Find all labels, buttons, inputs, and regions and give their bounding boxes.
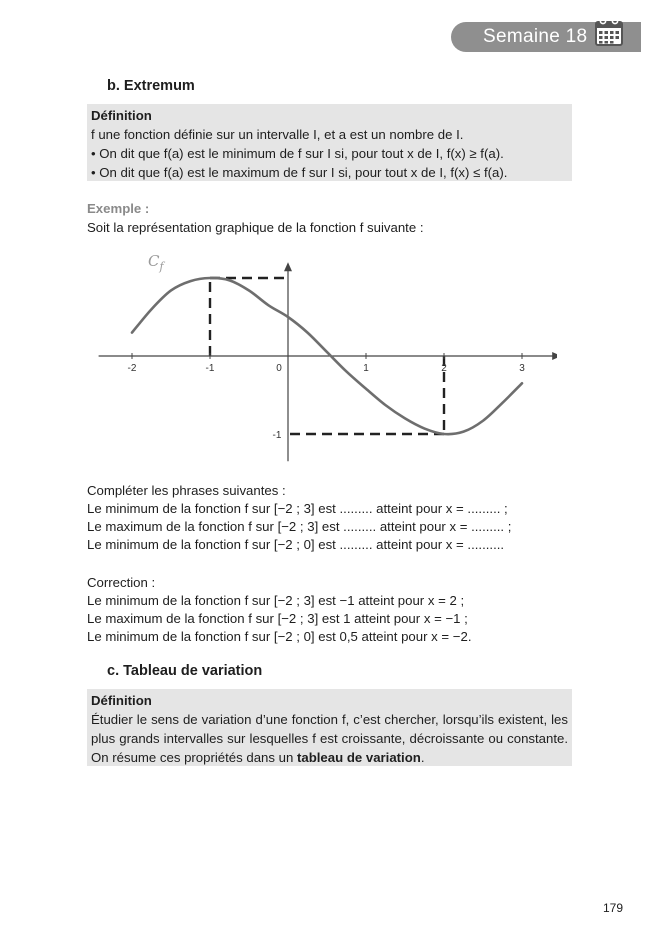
curve-label: $C_f$ xyxy=(148,252,164,273)
definition-text-end: . xyxy=(420,750,425,765)
section-heading-variation: c. Tableau de variation xyxy=(107,663,263,679)
page-number: 179 xyxy=(603,901,624,915)
example-intro: Soit la représentation graphique de la fonction f suivante : xyxy=(87,220,424,235)
exercise-prompt: Compléter les phrases suivantes : xyxy=(87,483,286,498)
week-label: Semaine 18 xyxy=(483,26,588,47)
definition-line: • On dit que f(a) est le minimum de f sur I si, pour tout x de I, f(x) ≥ f(a). xyxy=(91,146,504,161)
calendar-icon xyxy=(594,16,624,47)
example-title: Exemple : xyxy=(87,201,150,216)
correction-title: Correction : xyxy=(87,575,156,590)
x-tick-label: 2 xyxy=(441,363,447,374)
section-heading-extremum: b. Extremum xyxy=(107,78,195,94)
correction-line: Le minimum de la fonction f sur [−2 ; 0] est 0,5 atteint pour x = −2. xyxy=(87,629,472,644)
x-tick-label: 1 xyxy=(363,363,369,374)
definition-box-variation xyxy=(87,689,572,766)
exercise-line: Le minimum de la fonction f sur [−2 ; 3] est ......... atteint pour x = ......... ; xyxy=(87,501,508,516)
definition-text-part: Étudier le sens de variation d’une fonction f, c’est chercher, lorsqu’ils existent, les plus grands intervalles sur lesquelles f est croissante, décroissante ou constante. On résume ces propriétés dans un xyxy=(91,712,568,765)
exercise-line: Le maximum de la fonction f sur [−2 ; 3] est ......... atteint pour x = ......... ; xyxy=(87,519,512,534)
correction-line: Le maximum de la fonction f sur [−2 ; 3] est 1 atteint pour x = −1 ; xyxy=(87,611,468,626)
x-tick-label: -1 xyxy=(205,363,215,374)
definition-title: Définition xyxy=(91,108,152,123)
x-tick-label: 3 xyxy=(519,363,525,374)
x-tick-label: 0 xyxy=(276,363,282,374)
correction-line: Le minimum de la fonction f sur [−2 ; 3] est −1 atteint pour x = 2 ; xyxy=(87,593,465,608)
definition-box-extremum xyxy=(87,104,572,181)
definition-text-bold: tableau de variation xyxy=(296,750,421,765)
function-graph xyxy=(97,243,557,468)
definition-text xyxy=(91,710,568,767)
definition-line: f une fonction définie sur un intervalle I, et a est un nombre de I. xyxy=(91,127,464,142)
definition-title: Définition xyxy=(91,693,152,708)
definition-line: • On dit que f(a) est le maximum de f sur I si, pour tout x de I, f(x) ≤ f(a). xyxy=(91,165,508,180)
exercise-line: Le minimum de la fonction f sur [−2 ; 0] est ......... atteint pour x = .......... xyxy=(87,537,505,552)
y-tick-label: -1 xyxy=(272,430,282,441)
tick-labels xyxy=(128,353,526,441)
x-axis-arrow xyxy=(552,352,557,360)
y-axis-arrow xyxy=(284,262,292,271)
x-tick-label: -2 xyxy=(127,363,137,374)
